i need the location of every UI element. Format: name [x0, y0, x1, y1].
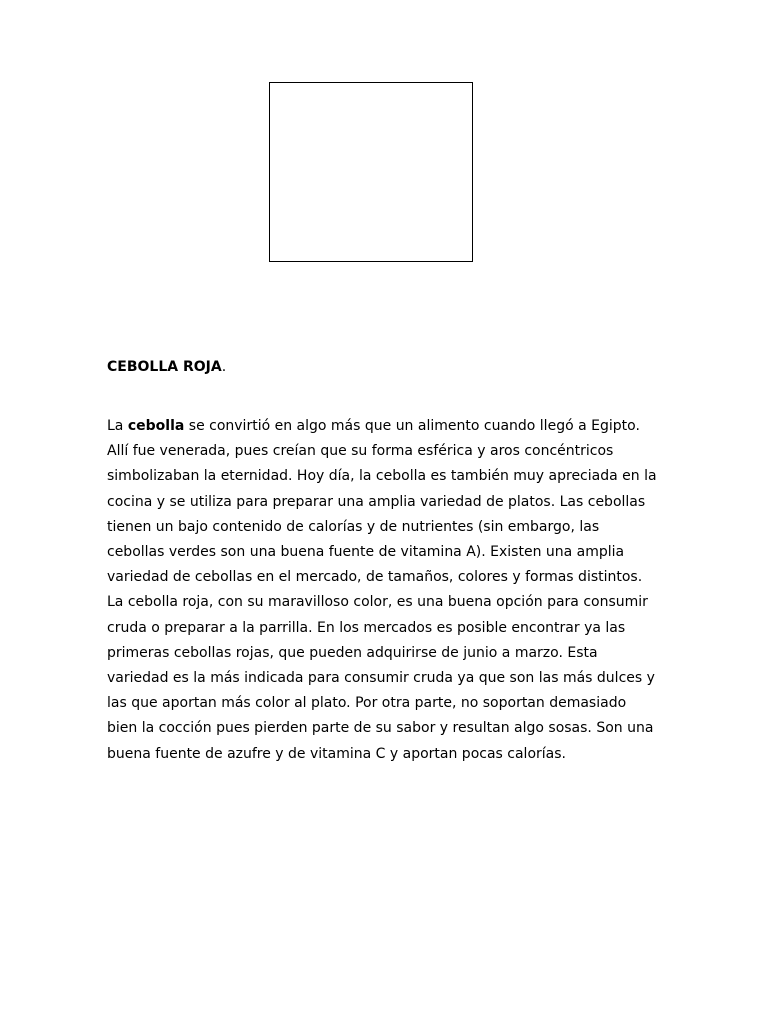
- bold-keyword: cebolla: [127, 418, 185, 434]
- paragraph-line: variedad es la más indicada para consumir cruda ya que son las más dulces y: [107, 670, 655, 687]
- paragraph-line: cocina y se utiliza para preparar una amplia variedad de platos. Las cebollas: [107, 493, 646, 510]
- paragraph-line: Allí fue venerada, pues creían que su forma esférica y aros concéntricos: [107, 443, 614, 460]
- first-line-text: se convirtió en algo más que un alimento cuando llegó a Egipto.: [184, 418, 640, 434]
- paragraph-line: [107, 414, 667, 439]
- page-title: [107, 357, 226, 377]
- paragraph-line: primeras cebollas rojas, que pueden adquirirse de junio a marzo. Esta: [107, 644, 598, 661]
- paragraph-line: buena fuente de azufre y de vitamina C y aportan pocas calorías.: [107, 745, 566, 762]
- paragraph-line: cebollas verdes son una buena fuente de vitamina A). Existen una amplia: [107, 544, 625, 561]
- paragraph-line: bien la cocción pues pierden parte de su sabor y resultan algo sosas. Son una: [107, 720, 654, 737]
- paragraph-line: La cebolla roja, con su maravilloso color, es una buena opción para consumir: [107, 594, 648, 611]
- paragraph-line: las que aportan más color al plato. Por otra parte, no soportan demasiado: [107, 695, 627, 712]
- intro-word: La: [107, 418, 128, 434]
- paragraph-line: cruda o preparar a la parrilla. En los mercados es posible encontrar ya las: [107, 619, 626, 636]
- paragraph-line: tienen un bajo contenido de calorías y de nutrientes (sin embargo, las: [107, 518, 600, 535]
- image-placeholder: [269, 82, 473, 262]
- title-period: .: [221, 359, 227, 375]
- title-text: CEBOLLA ROJA: [107, 359, 222, 375]
- body-paragraph: [107, 414, 667, 767]
- paragraph-line: simbolizaban la eternidad. Hoy día, la cebolla es también muy apreciada en la: [107, 468, 657, 485]
- paragraph-line: variedad de cebollas en el mercado, de tamaños, colores y formas distintos.: [107, 569, 643, 586]
